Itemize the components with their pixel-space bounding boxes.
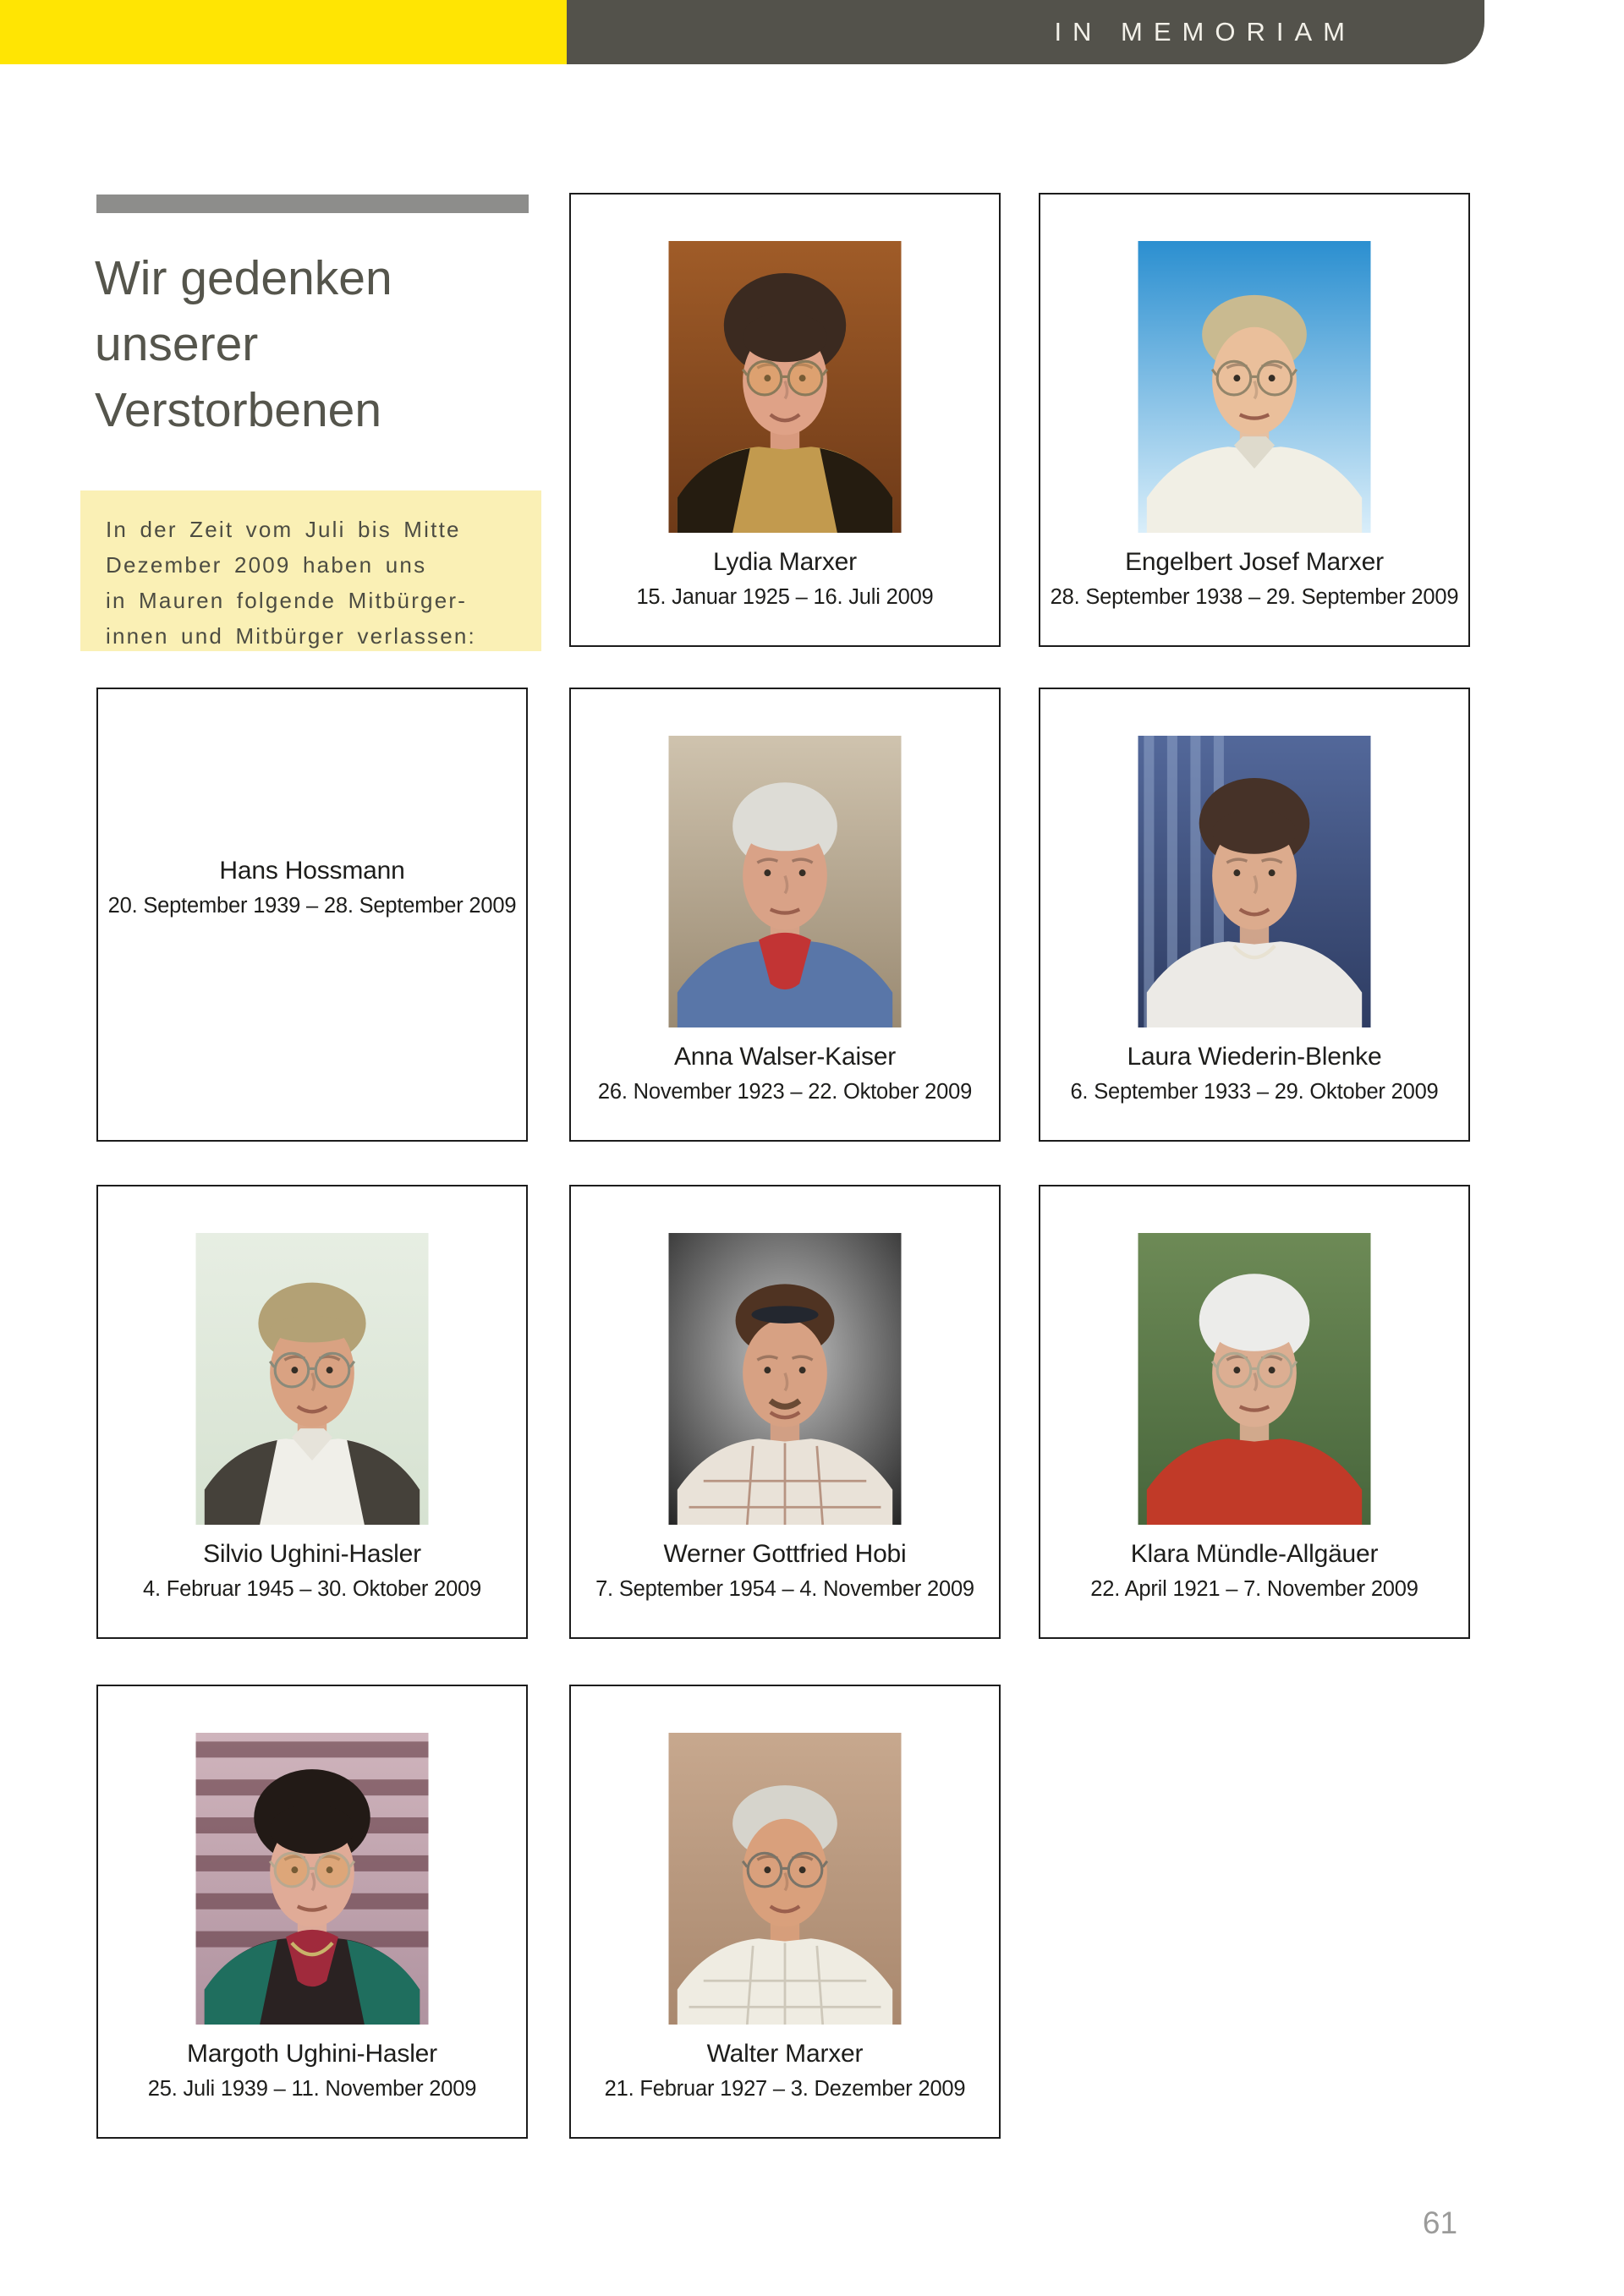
memorial-photo bbox=[1138, 736, 1371, 1027]
memorial-photo bbox=[196, 1233, 429, 1525]
memorial-photo bbox=[669, 241, 902, 533]
memorial-card bbox=[1039, 688, 1470, 1142]
page-title-line: Verstorbenen bbox=[95, 383, 382, 437]
memorial-name: Walter Marxer bbox=[706, 2040, 864, 2068]
memorial-dates: 28. September 1938 – 29. September 2009 bbox=[1050, 585, 1459, 609]
memorial-photo bbox=[669, 1233, 902, 1525]
banner-title: IN MEMORIAM bbox=[1054, 17, 1356, 47]
memorial-dates: 7. September 1954 – 4. November 2009 bbox=[595, 1577, 974, 1601]
memorial-photo bbox=[1138, 1233, 1371, 1525]
memorial-card bbox=[96, 1685, 528, 2139]
header-accent-bar bbox=[0, 0, 567, 64]
memorial-photo bbox=[196, 1733, 429, 2025]
memorial-card bbox=[1039, 1185, 1470, 1639]
memorial-card bbox=[569, 688, 1001, 1142]
memorial-name: Engelbert Josef Marxer bbox=[1125, 548, 1384, 576]
memorial-card bbox=[569, 193, 1001, 647]
memorial-name: Hans Hossmann bbox=[219, 857, 405, 885]
in-memoriam-banner bbox=[567, 0, 1484, 64]
memorial-dates: 22. April 1921 – 7. November 2009 bbox=[1090, 1577, 1418, 1601]
page-number: 61 bbox=[1422, 2206, 1458, 2240]
memorial-dates: 4. Februar 1945 – 30. Oktober 2009 bbox=[142, 1577, 482, 1601]
memorial-dates: 20. September 1939 – 28. September 2009 bbox=[107, 894, 517, 918]
memorial-dates: 26. November 1923 – 22. Oktober 2009 bbox=[597, 1080, 973, 1104]
memorial-name: Silvio Ughini-Hasler bbox=[203, 1540, 421, 1568]
intro-line: innen und Mitbürger verlassen: bbox=[106, 623, 476, 649]
memorial-photo bbox=[669, 1733, 902, 2025]
intro-line: Dezember 2009 haben uns bbox=[106, 552, 427, 578]
memorial-card bbox=[1039, 193, 1470, 647]
memorial-name: Laura Wiederin-Blenke bbox=[1127, 1043, 1382, 1071]
memorial-card bbox=[569, 1685, 1001, 2139]
intro-line: In der Zeit vom Juli bis Mitte bbox=[106, 517, 461, 542]
memorial-photo bbox=[669, 736, 902, 1027]
memorial-dates: 6. September 1933 – 29. Oktober 2009 bbox=[1070, 1080, 1439, 1104]
page-title bbox=[95, 245, 535, 443]
page-title-line: Wir gedenken bbox=[95, 251, 392, 305]
memorial-dates: 15. Januar 1925 – 16. Juli 2009 bbox=[636, 585, 934, 609]
page-title-line: unserer bbox=[95, 317, 259, 371]
memorial-dates: 21. Februar 1927 – 3. Dezember 2009 bbox=[604, 2077, 966, 2101]
memorial-dates: 25. Juli 1939 – 11. November 2009 bbox=[147, 2077, 477, 2101]
memorial-name: Margoth Ughini-Hasler bbox=[187, 2040, 437, 2068]
section-divider-bar bbox=[96, 195, 529, 213]
memorial-card bbox=[569, 1185, 1001, 1639]
memorial-name: Anna Walser-Kaiser bbox=[673, 1043, 897, 1071]
intro-line: in Mauren folgende Mitbürger- bbox=[106, 588, 468, 613]
memorial-photo bbox=[1138, 241, 1371, 533]
memorial-card bbox=[96, 1185, 528, 1639]
memorial-name: Lydia Marxer bbox=[713, 548, 857, 576]
memorial-name: Klara Mündle-Allgäuer bbox=[1130, 1540, 1379, 1568]
memorial-name: Werner Gottfried Hobi bbox=[663, 1540, 907, 1568]
memorial-card bbox=[96, 688, 528, 1142]
intro-text-box bbox=[80, 490, 541, 651]
